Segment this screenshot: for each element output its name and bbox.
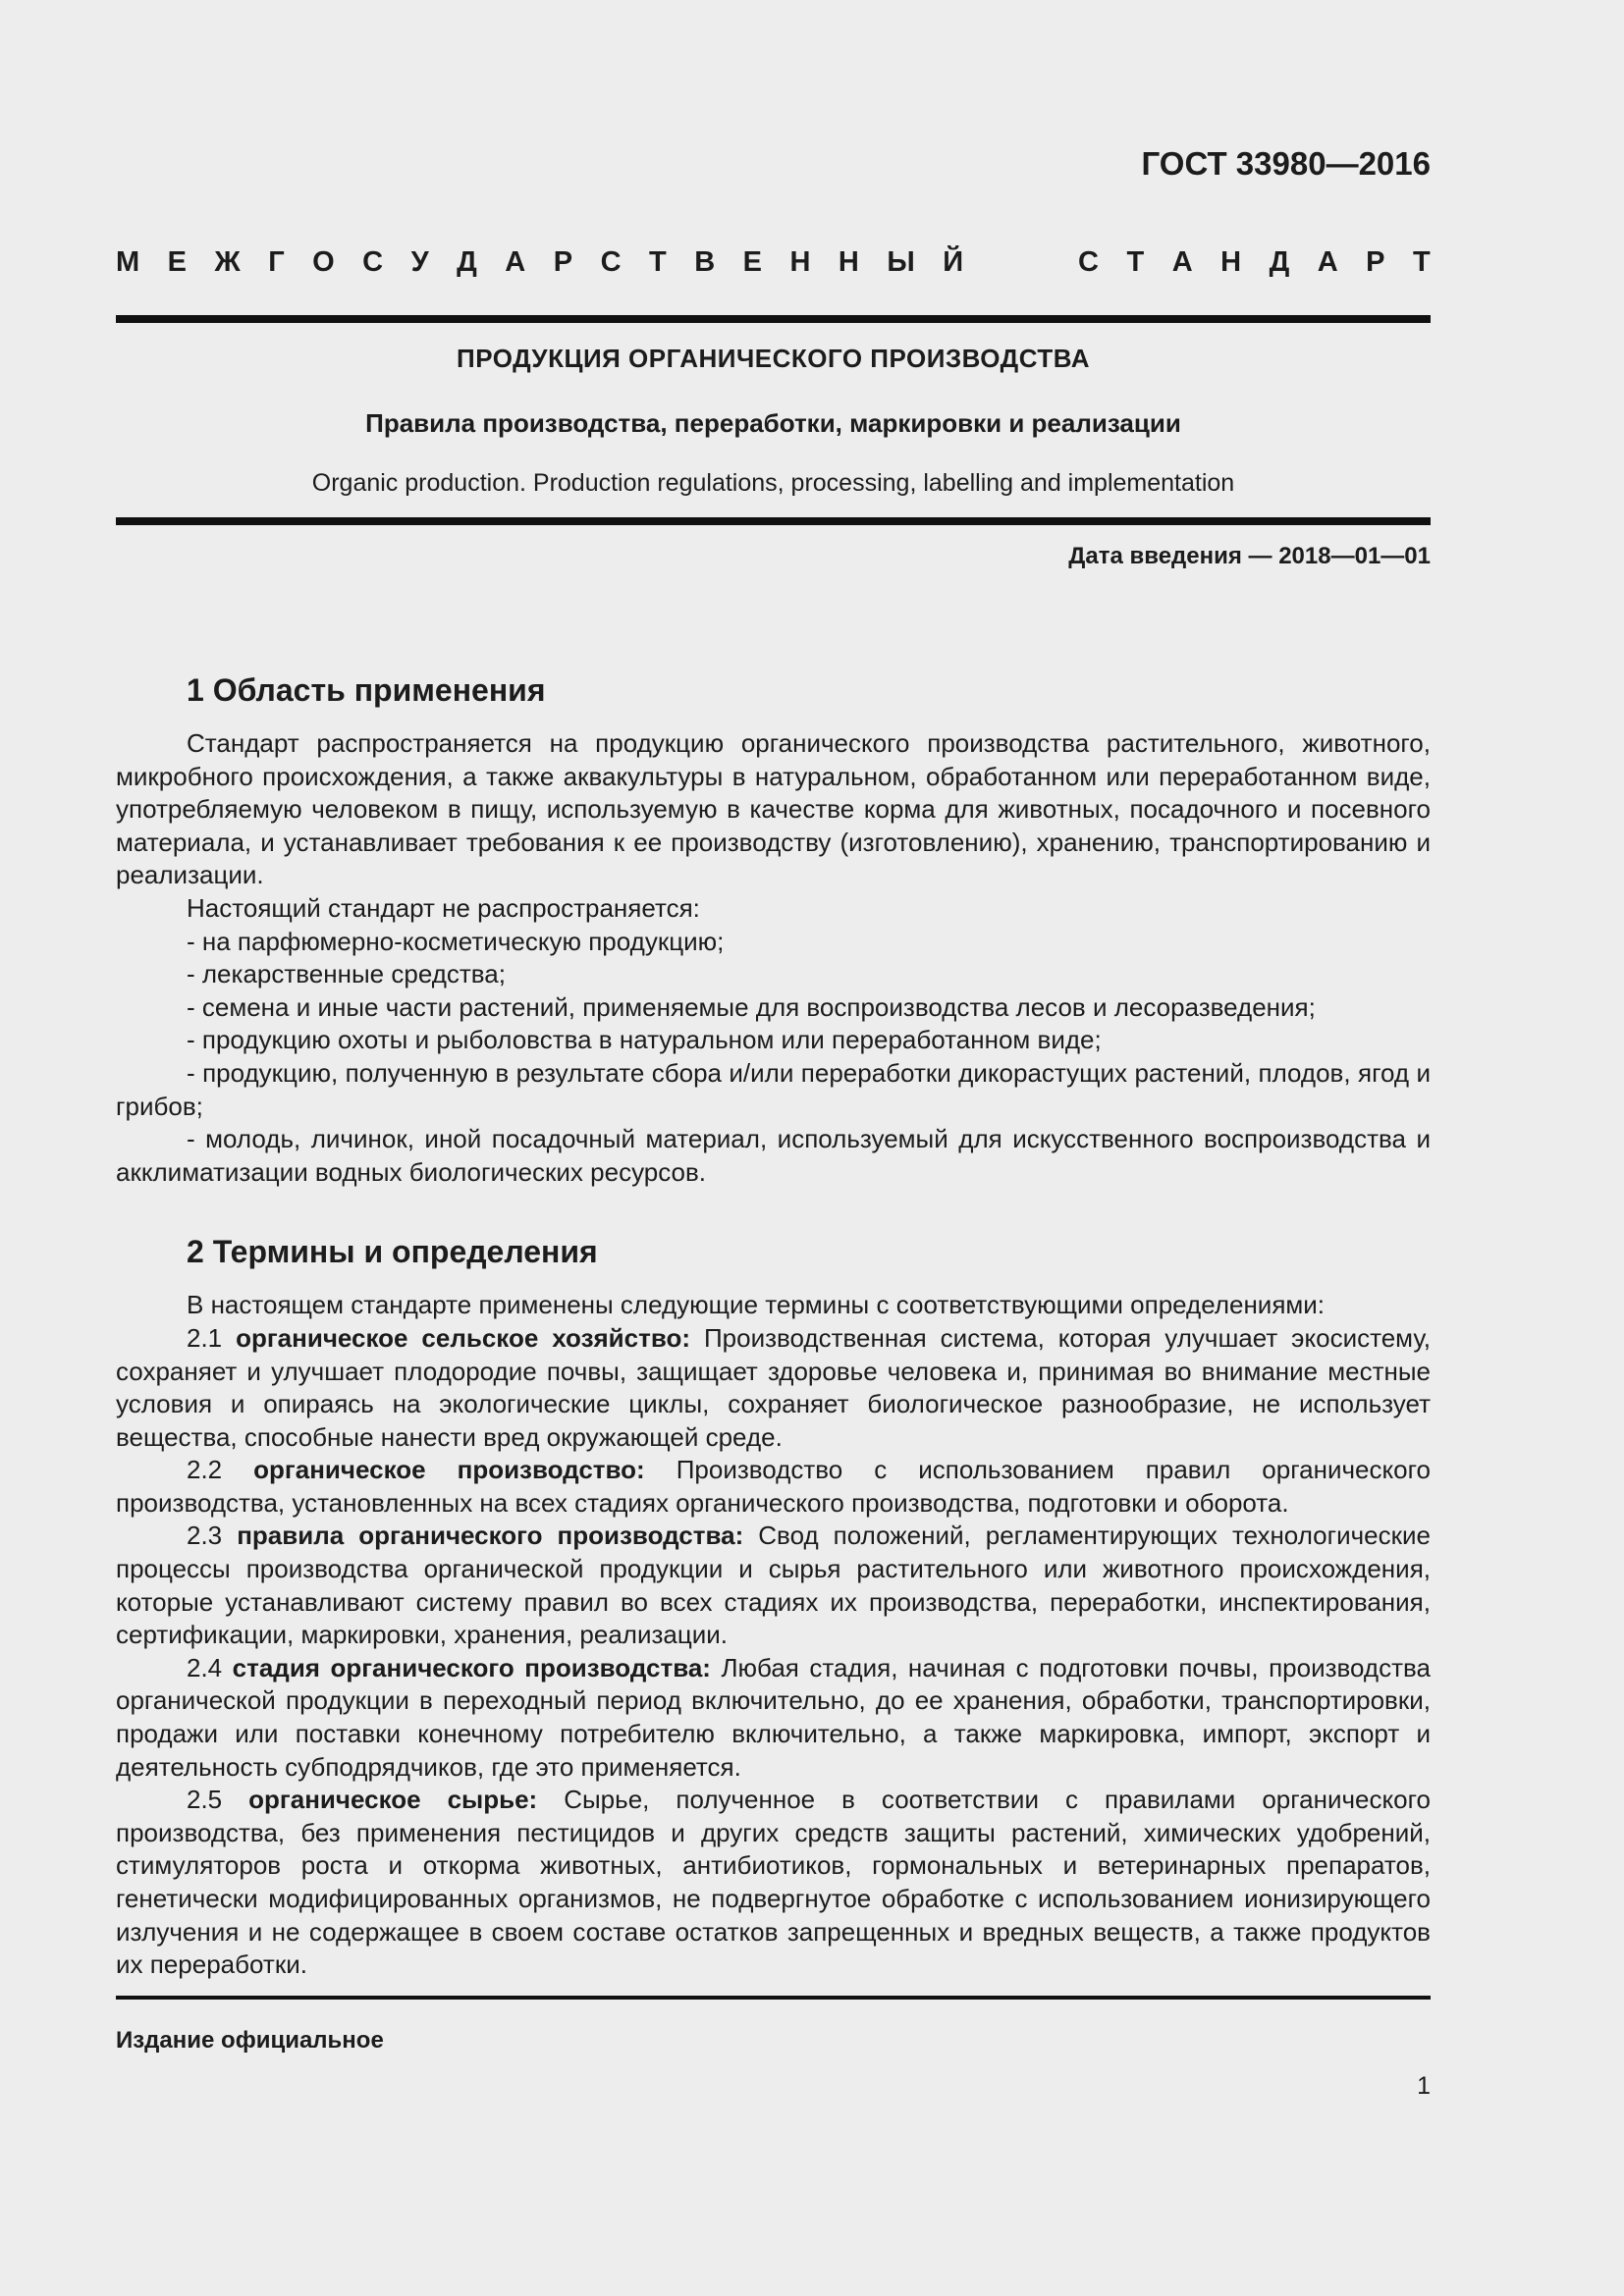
top-thick-rule bbox=[116, 315, 1431, 323]
word-gap bbox=[992, 246, 1051, 279]
footer-rule bbox=[116, 1996, 1431, 2000]
interstate-letter: А bbox=[1317, 246, 1338, 278]
list-item: - продукцию охоты и рыболовства в натуральном или переработанном виде; bbox=[187, 1025, 1102, 1055]
term-text: Производственная система, которая улучшает экосистему, сохраняет и улучшает плодородие почвы, защищает здоровье человека и, принимая во внимание местные условия и опираясь на экологические циклы, сохраняет биологическое разнообразие, не использует вещества, способные нанести вред окружающей среде. bbox=[116, 1322, 1431, 1452]
term-text: Производство с использованием правил органического производства, установленных на всех стадиях органического производства, подготовки и оборота. bbox=[116, 1455, 1431, 1518]
interstate-letter: Н bbox=[838, 246, 859, 278]
term-number: 2.2 bbox=[187, 1455, 223, 1485]
list-item: - на парфюмерно-косметическую продукцию; bbox=[187, 926, 725, 956]
term-number: 2.1 bbox=[187, 1322, 223, 1353]
term-text: Свод положений, регламентирующих технологические процессы производства органической продукции и сырья растительного или животного происхождения, которые устанавливают систему правил во всех стадиях их производства, переработки, инспектирования, сертификации, маркировки, хранения, реализации. bbox=[116, 1521, 1431, 1650]
interstate-letter: Ы bbox=[887, 246, 915, 278]
interstate-letter: А bbox=[505, 246, 526, 278]
term-definition bbox=[116, 1322, 1431, 1454]
term-name: правила органического производства: bbox=[237, 1521, 744, 1551]
term-definition bbox=[116, 1652, 1431, 1784]
term-text: Любая стадия, начиная с подготовки почвы, производства органической продукции в переходный период включительно, до ее хранения, обработки, транспортировки, продажи или поставки конечному потребителю включительно, а также маркировка, импорт, экспорт и деятельность субподрядчиков, где это применяется. bbox=[116, 1652, 1431, 1782]
term-number: 2.5 bbox=[187, 1785, 223, 1815]
interstate-letter: С bbox=[600, 246, 622, 278]
list-item: - лекарственные средства; bbox=[187, 959, 506, 989]
interstate-letter: Т bbox=[1412, 246, 1431, 278]
interstate-letter: М bbox=[116, 246, 140, 278]
list-item: - продукцию, полученную в результате сбора и/или переработки дикорастущих растений, плодов, ягод и грибов; bbox=[116, 1057, 1431, 1121]
interstate-letter: Г bbox=[268, 246, 285, 278]
term-name: органическое сельское хозяйство: bbox=[236, 1322, 691, 1353]
section-1-paragraph: Стандарт распространяется на продукцию органического производства растительного, животного, микробного происхождения, а также аквакультуры в натуральном, обработанном или переработанном виде, употребляемую человеком в пищу, используемую в качестве корма для животных, посадочного и посевного материала, и устанавливает требования к ее производству (изготовлению), хранению, транспортированию и реализации. bbox=[116, 728, 1431, 890]
interstate-standard-label bbox=[116, 246, 1431, 279]
interstate-letter: Д bbox=[1269, 246, 1290, 278]
list-item: - семена и иные части растений, применяемые для воспроизводства лесов и лесоразведения; bbox=[187, 991, 1316, 1022]
interstate-letter: О bbox=[312, 246, 335, 278]
interstate-letter: Е bbox=[167, 246, 187, 278]
interstate-letter: Н bbox=[1220, 246, 1242, 278]
section-2-heading: 2 Термины и определения bbox=[187, 1234, 598, 1270]
title-bottom-rule bbox=[116, 517, 1431, 525]
interstate-letter: Ж bbox=[214, 246, 241, 278]
interstate-letter: Т bbox=[1126, 246, 1145, 278]
interstate-letter: С bbox=[1078, 246, 1099, 278]
interstate-letter: У bbox=[410, 246, 429, 278]
document-body bbox=[116, 670, 1431, 1982]
interstate-letter: Е bbox=[742, 246, 762, 278]
interstate-letter: С bbox=[362, 246, 384, 278]
introduction-date: Дата введения — 2018—01—01 bbox=[1068, 543, 1431, 569]
section-1-heading: 1 Область применения bbox=[187, 672, 546, 708]
section-2-intro: В настоящем стандарте применены следующие термины с соответствующими определениями: bbox=[187, 1290, 1326, 1320]
page-number: 1 bbox=[1417, 2072, 1431, 2100]
sub-title: Правила производства, переработки, маркировки и реализации bbox=[365, 408, 1181, 438]
interstate-letter: Й bbox=[943, 246, 964, 278]
term-number: 2.4 bbox=[187, 1652, 223, 1682]
term-definition bbox=[116, 1520, 1431, 1651]
list-item: - молодь, личинок, иной посадочный материал, используемый для искусственного воспроизводства и акклиматизации водных биологических ресурсов. bbox=[116, 1124, 1431, 1187]
interstate-letter: В bbox=[694, 246, 716, 278]
official-edition-label: Издание официальное bbox=[116, 2027, 384, 2054]
term-number: 2.3 bbox=[187, 1521, 223, 1551]
interstate-letter: Р bbox=[1366, 246, 1385, 278]
english-title: Organic production. Production regulations, processing, labelling and implementation bbox=[311, 469, 1235, 497]
document-code: ГОСТ 33980—2016 bbox=[1141, 145, 1431, 182]
term-text: Сырье, полученное в соответствии с правилами органического производства, без применения пестицидов и других средств защиты растений, химических удобрений, стимуляторов роста и откорма животных, антибиотиков, гормональных и ветеринарных препаратов, генетически модифицированных организмов, не подвергнутое обработке с использованием ионизирующего излучения и не содержащее в своем составе остатков запрещенных и вредных веществ, а также продуктов их переработки. bbox=[116, 1785, 1431, 1980]
term-name: стадия органического производства: bbox=[232, 1652, 711, 1682]
section-1-exclusions-intro: Настоящий стандарт не распространяется: bbox=[187, 892, 700, 923]
interstate-letter: Д bbox=[457, 246, 477, 278]
main-title: ПРОДУКЦИЯ ОРГАНИЧЕСКОГО ПРОИЗВОДСТВА bbox=[457, 344, 1090, 373]
term-name: органическое сырье: bbox=[248, 1785, 538, 1815]
interstate-letter: А bbox=[1171, 246, 1193, 278]
interstate-letter: Р bbox=[553, 246, 573, 278]
term-name: органическое производство: bbox=[253, 1455, 645, 1485]
interstate-letter: Т bbox=[649, 246, 667, 278]
term-definition bbox=[116, 1784, 1431, 1982]
interstate-letter: Н bbox=[789, 246, 811, 278]
term-definition bbox=[116, 1454, 1431, 1520]
